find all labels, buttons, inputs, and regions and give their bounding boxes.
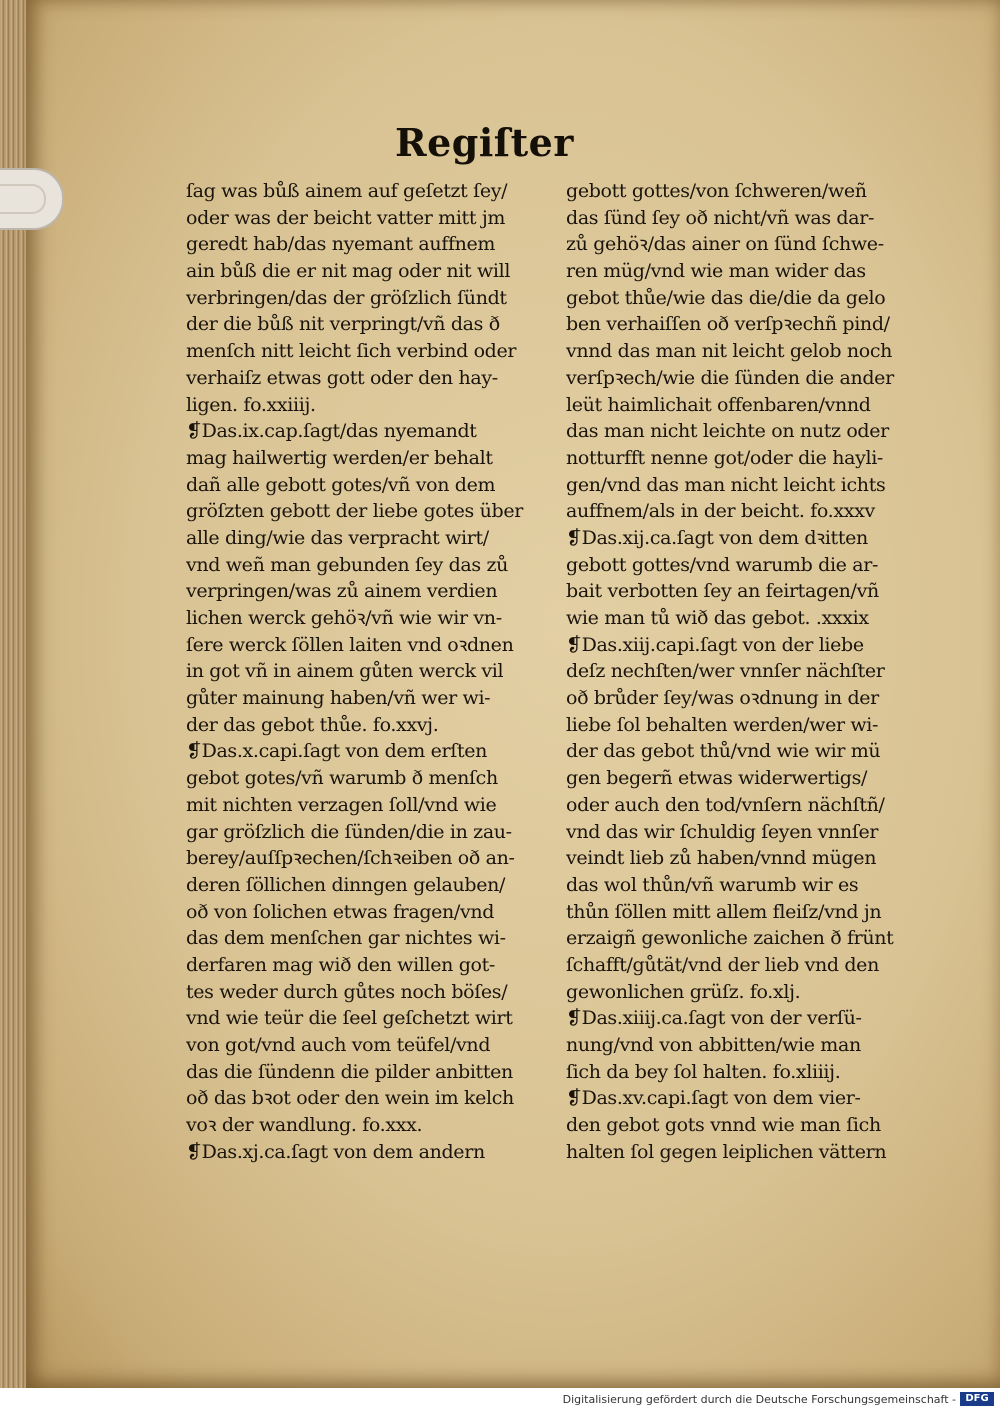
text-line: von got/vnd auch vom teüfel/vnd (186, 1034, 491, 1056)
text-line: mag hailwertig werden/er behalt (186, 446, 493, 469)
text-line: dañ alle gebott gotes/vñ von dem (186, 473, 496, 496)
text-line: gar gröſzlich die ſünden/die in zau- (186, 820, 512, 843)
text-line: auffnem/als in der beicht. fo.xxxv (566, 500, 875, 523)
text-line: ligen. fo.xxiiij. (186, 393, 316, 416)
text-line: alle ding/wie das verpracht wirt/ (186, 526, 489, 549)
text-line: oð das bꝛot oder den wein im kelch (186, 1087, 514, 1110)
text-line: oð von ſolichen etwas fragen/vnd (186, 900, 495, 923)
text-line: oder auch den tod/vnſern nächſtñ/ (566, 793, 885, 816)
text-line: oð brůder ſey/was oꝛdnung in der (566, 687, 879, 710)
text-line: bait verbotten ſey an feirtagen/vñ (566, 580, 879, 603)
text-line: berey/auſſpꝛechen/ſchꝛeiben oð an- (186, 847, 515, 870)
text-line: das man nicht leichte on nutz oder (566, 420, 889, 443)
text-line: gebott gottes/von ſchweren/weñ (566, 180, 867, 202)
dfg-logo-icon: DFG (960, 1392, 994, 1406)
funding-credit: Digitalisierung gefördert durch die Deutsche Forschungsgemeinschaft - (562, 1393, 956, 1406)
text-line: der das gebot thů/vnd wie wir mü (566, 740, 881, 763)
text-line: deſz nechſten/wer vnnſer nächſter (566, 660, 885, 683)
text-line: ſchafft/gůtät/vnd der lieb vnd den (566, 953, 879, 976)
text-line: gůter mainung haben/vñ wer wi- (186, 687, 491, 710)
text-line: halten ſol gegen leiplichen vättern (566, 1140, 887, 1163)
text-line: ſag was bůß ainem auf geſetzt ſey/ (186, 180, 508, 202)
text-line: thůn ſöllen mitt allem fleiſz/vnd jn (566, 900, 882, 923)
text-line: verpringen/was zů ainem verdien (186, 580, 498, 603)
text-line: notturfft nenne got/oder die hayli- (566, 446, 883, 469)
text-line: leüt haimlichait offenbaren/vnnd (566, 393, 871, 416)
text-line: ❡Das.xv.capi.ſagt von dem vier- (566, 1087, 861, 1110)
text-line: deren ſöllichen dinngen gelauben/ (186, 873, 506, 896)
text-line: lichen werck gehöꝛ/vñ wie wir vn- (186, 607, 502, 629)
text-line: tes weder durch gůtes noch böſes/ (186, 980, 508, 1003)
text-line: wie man tů wið das gebot. .xxxix (566, 607, 869, 629)
text-line: ſere werck ſöllen laiten vnd oꝛdnen (186, 633, 514, 656)
text-line: gebott gottes/vnd warumb die ar- (566, 553, 879, 576)
text-line: menſch nitt leicht ſich verbind oder (186, 340, 517, 363)
text-line: den gebot gots vnnd wie man ſich (566, 1114, 881, 1137)
text-line: ren müg/vnd wie man wider das (566, 260, 866, 283)
text-line: ❡Das.x.capi.ſagt von dem erſten (186, 740, 488, 763)
text-line: ❡Das.ix.cap.ſagt/das nyemandt (186, 420, 477, 443)
page-heading: Regiſter (395, 120, 574, 165)
left-text-column (186, 178, 546, 1165)
text-line: mit nichten verzagen ſoll/vnd wie (186, 793, 497, 816)
text-line: voꝛ der wandlung. fo.xxx. (186, 1114, 423, 1137)
text-line: vnnd das man nit leicht gelob noch (566, 340, 893, 363)
text-line: ❡Das.xiiij.ca.ſagt von der verſü- (566, 1007, 862, 1030)
text-line: das ſünd ſey oð nicht/vñ was dar- (566, 206, 875, 229)
paper-clip-inner (0, 184, 46, 214)
text-line: geredt hab/das nyemant auffnem (186, 233, 496, 256)
text-line: gen/vnd das man nicht leicht ichts (566, 473, 886, 496)
text-line: ben verhaiſſen oð verſpꝛechñ pind/ (566, 313, 890, 336)
text-line: zů gehöꝛ/das ainer on ſünd ſchwe- (566, 233, 884, 256)
text-line: gebot gotes/vñ warumb ð menſch (186, 767, 498, 790)
text-line: der das gebot thůe. fo.xxvj. (186, 713, 439, 736)
text-line: der die bůß nit verpringt/vñ das ð (186, 313, 500, 336)
text-line: ſich da bey ſol halten. fo.xliiij. (566, 1060, 841, 1083)
text-line: verſpꝛech/wie die ſünden die ander (566, 366, 894, 389)
text-line: liebe ſol behalten werden/wer wi- (566, 713, 879, 736)
text-line: vnd das wir ſchuldig ſeyen vnnſer (566, 820, 879, 843)
text-line: verbringen/das der gröſzlich ſündt (186, 286, 507, 309)
text-line: gröſzten gebott der liebe gotes über (186, 500, 523, 523)
text-line: das dem menſchen gar nichtes wi- (186, 927, 506, 950)
text-line: in got vñ in ainem gůten werck vil (186, 660, 504, 683)
text-line: gebot thůe/wie das die/die da gelo (566, 286, 886, 309)
text-line: nung/vnd von abbitten/wie man (566, 1034, 861, 1056)
text-line: ❡Das.xiij.capi.ſagt von der liebe (566, 633, 864, 656)
text-line: verhaiſz etwas gott oder den hay- (186, 366, 498, 389)
right-text-column (566, 178, 930, 1165)
text-line: das die ſündenn die pilder anbitten (186, 1060, 513, 1083)
text-line: vnd wie teür die ſeel geſchetzt wirt (186, 1007, 513, 1030)
text-line: vnd weñ man gebunden ſey das zů (186, 553, 509, 576)
text-line: ❡Das.xj.ca.ſagt von dem andern (186, 1140, 485, 1163)
text-line: ❡Das.xij.ca.ſagt von dem dꝛitten (566, 526, 868, 549)
text-line: ain bůß die er nit mag oder nit will (186, 260, 511, 283)
text-line: das wol thůn/vñ warumb wir es (566, 873, 859, 896)
text-line: erzaigñ gewonliche zaichen ð frünt (566, 927, 894, 950)
text-line: oder was der beicht vatter mitt jm (186, 206, 506, 229)
text-line: gewonlichen grüſz. fo.xlj. (566, 980, 801, 1003)
text-line: veindt lieb zů haben/vnnd mügen (566, 847, 877, 870)
text-line: gen begerñ etwas widerwertigs/ (566, 767, 868, 790)
text-line: derfaren mag wið den willen got- (186, 953, 495, 976)
